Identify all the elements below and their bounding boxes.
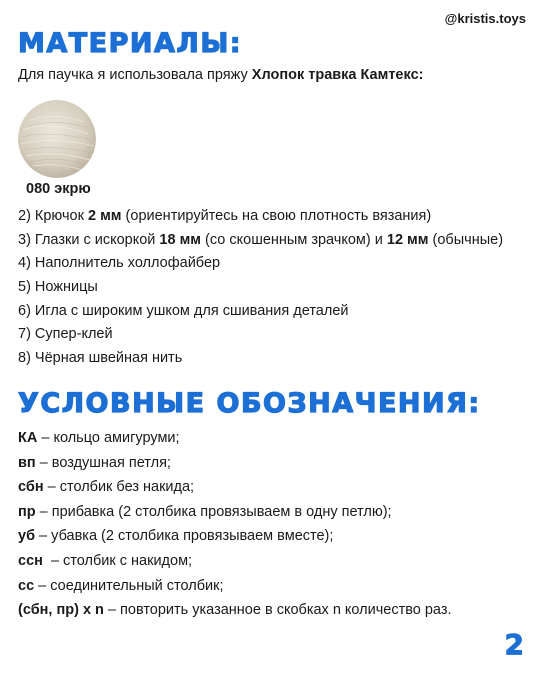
list-item: ссн – столбик с накидом; <box>18 552 193 569</box>
list-item: вп – воздушная петля; <box>18 454 171 471</box>
yarn-name: Хлопок травка Камтекс: <box>251 67 424 83</box>
list-item: 7) Супер-клей <box>18 326 113 343</box>
list-item: 6) Игла с широким ушком для сшивания деталей <box>18 302 349 319</box>
list-item: пр – прибавка (2 столбика провязываем в одну петлю); <box>18 503 392 520</box>
list-item: КА – кольцо амигуруми; <box>18 430 180 446</box>
list-item: сбн – столбик без накида; <box>18 479 195 496</box>
yarn-color-label: 080 экрю <box>26 181 91 197</box>
list-item: 8) Чёрная швейная нить <box>18 350 183 367</box>
yarn-sample-image <box>18 100 96 178</box>
materials-heading: МАТЕРИАЛЫ: <box>18 28 243 59</box>
list-item: сс – соединительный столбик; <box>18 577 224 594</box>
materials-list <box>18 205 503 371</box>
legend-heading: УСЛОВНЫЕ ОБОЗНАЧЕНИЯ: <box>18 388 481 419</box>
abbreviations-list <box>18 426 452 623</box>
intro-text: Для паучка я использовала пряжу <box>18 67 252 83</box>
list-item: 3) Глазки с искоркой 18 мм (со скошенным зрачком) и 12 мм (обычные) <box>18 231 504 248</box>
list-item: (сбн, пр) x n – повторить указанное в скобках n количество раз. <box>18 602 452 619</box>
materials-intro <box>18 67 423 83</box>
list-item: 4) Наполнитель холлофайбер <box>18 255 221 272</box>
page-number: 2 <box>504 628 524 661</box>
list-item: 5) Ножницы <box>18 279 98 296</box>
author-handle: @kristis.toys <box>444 11 526 26</box>
list-item: 2) Крючок 2 мм (ориентируйтесь на свою плотность вязания) <box>18 208 432 224</box>
list-item: уб – убавка (2 столбика провязываем вместе); <box>18 528 334 545</box>
